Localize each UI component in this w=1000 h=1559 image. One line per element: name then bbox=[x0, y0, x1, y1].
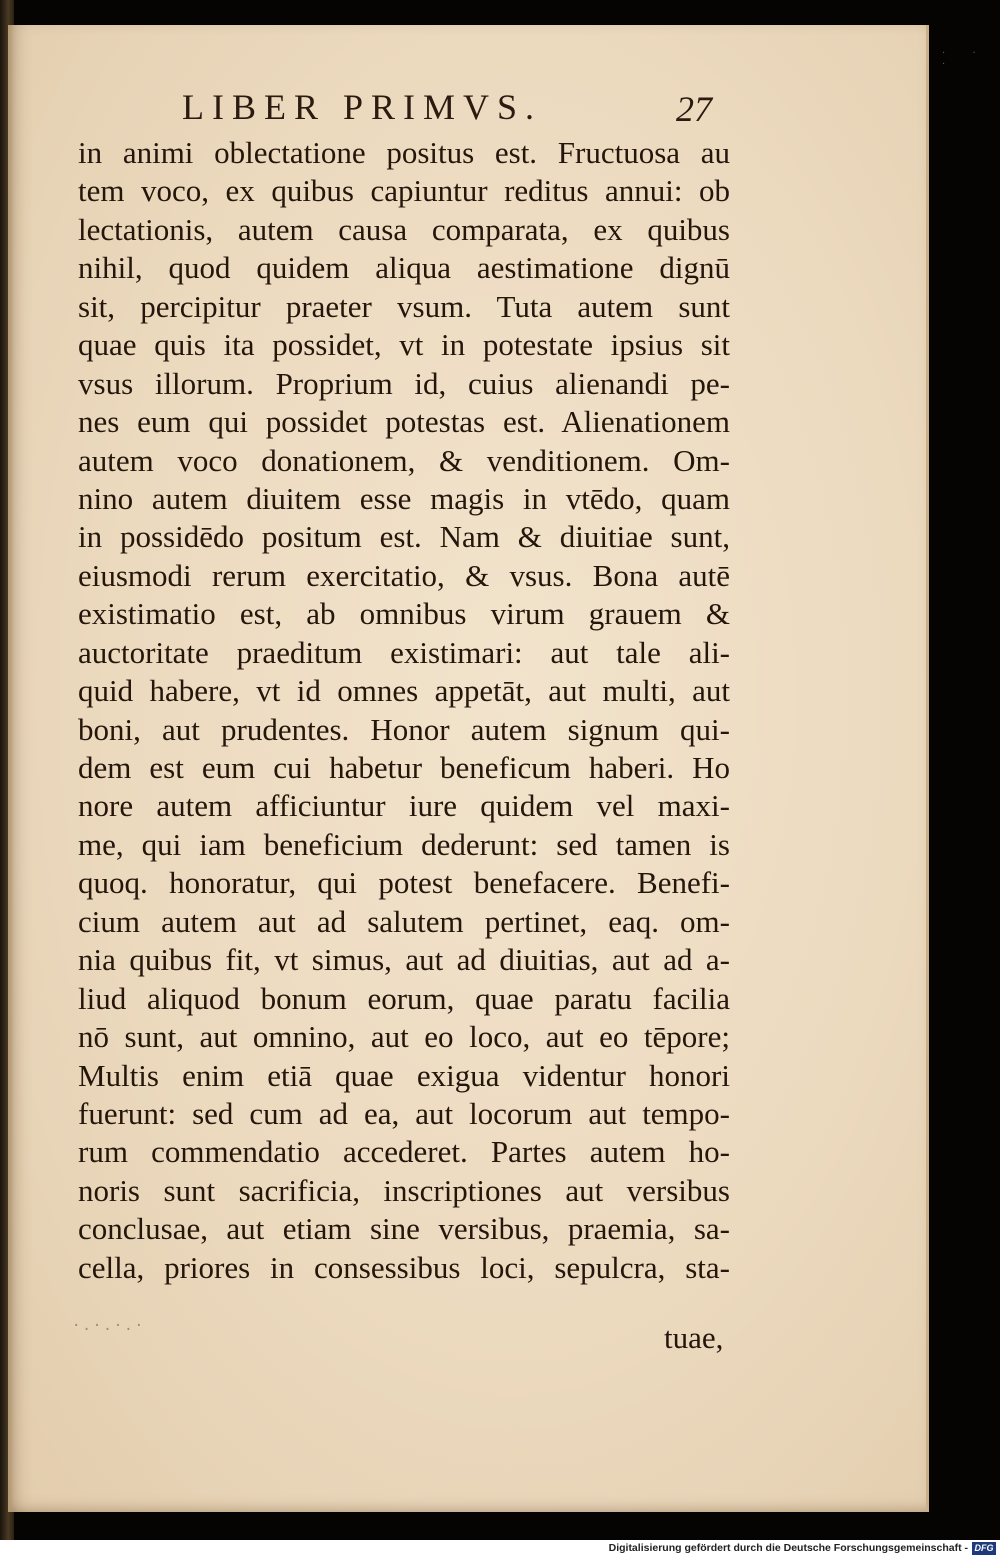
text-line: dem est eum cui habetur beneficum haberi. Ho bbox=[78, 750, 730, 785]
text-line: rum commendatio accederet. Partes autem ho- bbox=[78, 1134, 730, 1170]
page-number: 27 bbox=[676, 89, 712, 129]
text-line: noris sunt sacrificia, inscriptiones aut versibus bbox=[78, 1172, 730, 1208]
funding-notice: Digitalisierung gefördert durch die Deutsche Forschungsgemeinschaft - bbox=[608, 1542, 968, 1554]
text-line: in possidēdo positum est. Nam & diuitiae sunt, bbox=[78, 519, 730, 555]
text-line: nes eum qui possidet potestas est. Alienationem bbox=[78, 404, 730, 440]
margin-specks-top: · · · bbox=[942, 48, 988, 70]
text-line: nia quibus fit, vt simus, aut ad diuitias, aut ad a- bbox=[78, 942, 730, 978]
text-line: me, qui iam beneficium dederunt: sed tamen is bbox=[78, 826, 730, 862]
text-line: Multis enim etiā quae exigua videntur honori bbox=[78, 1057, 730, 1093]
text-line: autem voco donationem, & venditionem. Om- bbox=[78, 442, 730, 478]
text-line: vsus illorum. Proprium id, cuius alienandi pe- bbox=[78, 365, 730, 401]
text-line: boni, aut prudentes. Honor autem signum qui- bbox=[78, 711, 730, 747]
text-line: cium autem aut ad salutem pertinet, eaq. om- bbox=[78, 903, 730, 939]
text-line: in animi oblectatione positus est. Fructuosa au bbox=[78, 135, 730, 170]
text-line: nō sunt, aut omnino, aut eo loco, aut eo tēpore; bbox=[78, 1019, 730, 1055]
text-line: auctoritate praeditum existimari: aut tale ali- bbox=[78, 634, 730, 670]
page-gutter bbox=[8, 25, 14, 1512]
text-line: nino autem diuitem esse magis in vtēdo, quam bbox=[78, 480, 730, 516]
text-line: cella, priores in consessibus loci, sepulcra, sta- bbox=[78, 1249, 730, 1285]
text-line: quoq. honoratur, qui potest benefacere. Benefi- bbox=[78, 865, 730, 901]
text-line: fuerunt: sed cum ad ea, aut locorum aut tempo- bbox=[78, 1095, 730, 1131]
text-line: quid habere, vt id omnes appetāt, aut multi, aut bbox=[78, 673, 730, 709]
text-line: sit, percipitur praeter vsum. Tuta autem sunt bbox=[78, 288, 730, 324]
text-line: nore autem afficiuntur iure quidem vel maxi- bbox=[78, 788, 730, 824]
body-text bbox=[78, 134, 730, 1287]
text-line: existimatio est, ab omnibus virum grauem & bbox=[78, 596, 730, 632]
catchword: tuae, bbox=[664, 1320, 724, 1355]
text-line: conclusae, aut etiam sine versibus, praemia, sa- bbox=[78, 1211, 730, 1247]
running-head: LIBER PRIMVS. bbox=[182, 87, 543, 127]
dfg-logo[interactable]: DFG bbox=[972, 1542, 996, 1555]
ink-specks: ·.·.·.· bbox=[72, 1318, 146, 1334]
text-line: quae quis ita possidet, vt in potestate ipsius sit bbox=[78, 327, 730, 363]
text-line: tem voco, ex quibus capiuntur reditus annui: ob bbox=[78, 173, 730, 209]
text-line: eiusmodi rerum exercitatio, & vsus. Bona autē bbox=[78, 557, 730, 593]
text-line: nihil, quod quidem aliqua aestimatione dignū bbox=[78, 250, 730, 286]
text-line: lectationis, autem causa comparata, ex quibus bbox=[78, 211, 730, 247]
text-line: liud aliquod bonum eorum, quae paratu facilia bbox=[78, 980, 730, 1016]
